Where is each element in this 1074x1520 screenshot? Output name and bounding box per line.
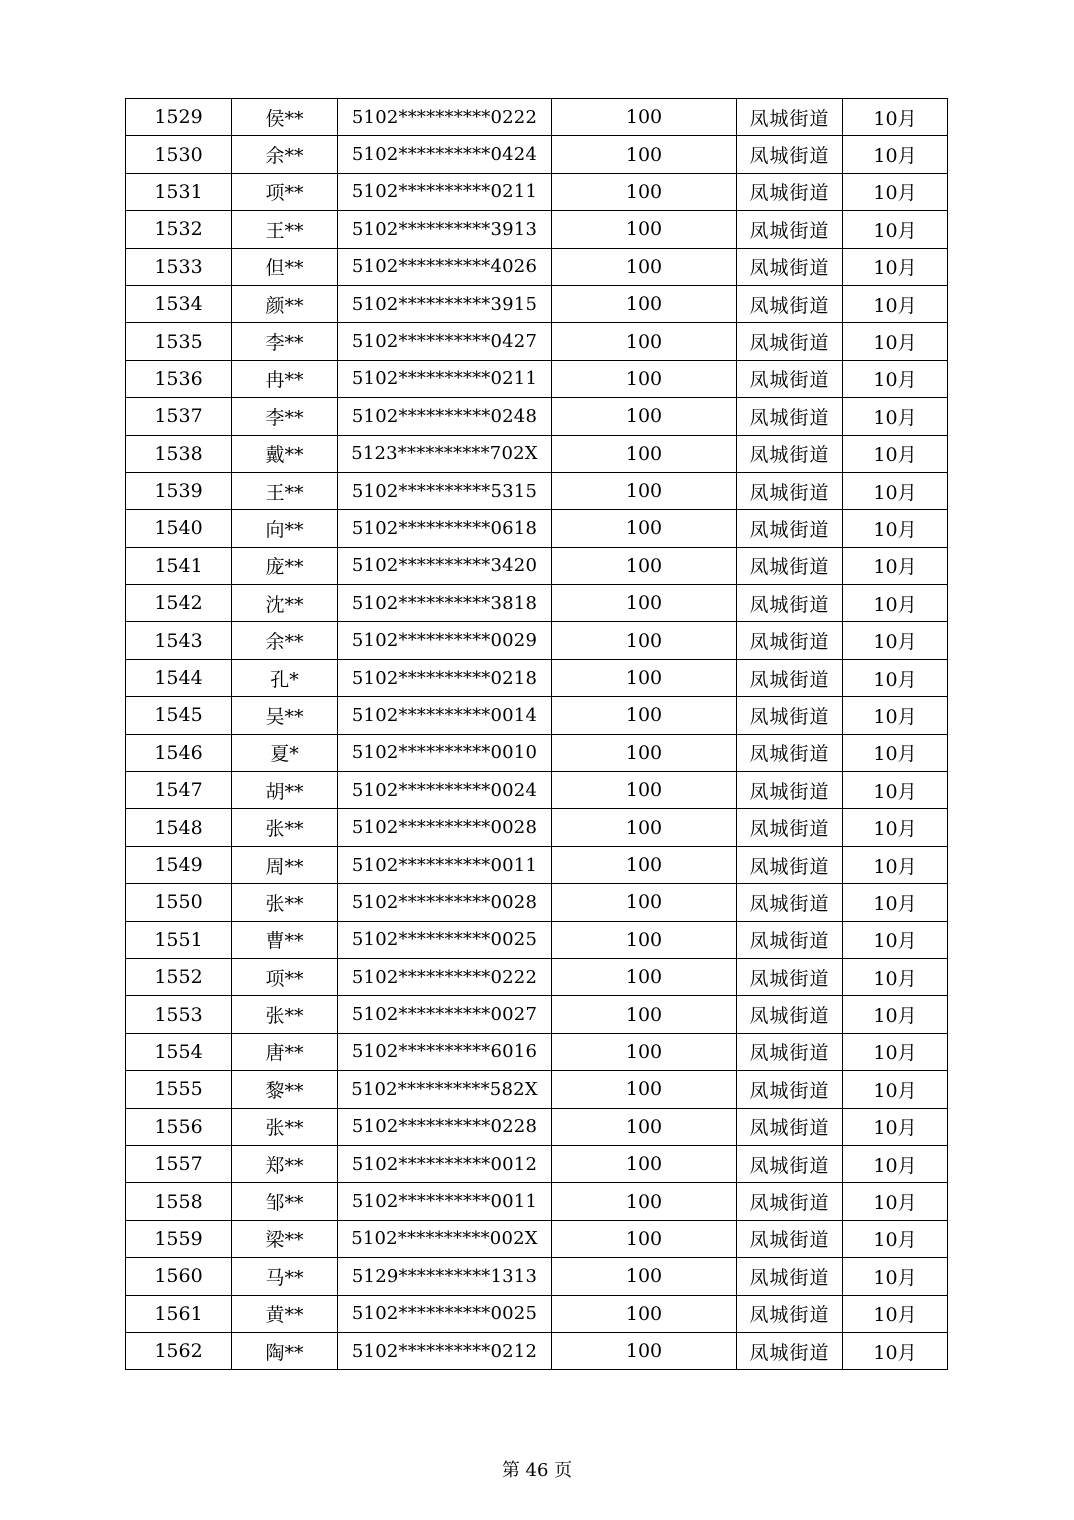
page-number: 第 46 页 — [501, 1460, 573, 1481]
serial-cell: 1540 — [126, 510, 232, 547]
amount-cell: 100 — [552, 1108, 737, 1145]
id-number-cell: 5102**********0028 — [338, 809, 552, 846]
street-cell: 凤城街道 — [737, 1332, 843, 1369]
amount-cell: 100 — [552, 323, 737, 360]
id-number-cell: 5102**********0427 — [338, 323, 552, 360]
month-cell: 10月 — [843, 884, 948, 921]
id-number-cell: 5102**********0222 — [338, 958, 552, 995]
amount-cell: 100 — [552, 1295, 737, 1332]
table-row — [126, 510, 948, 547]
name-cell: 唐** — [232, 1033, 338, 1070]
id-number-cell: 5102**********0222 — [338, 99, 552, 136]
street-cell: 凤城街道 — [737, 360, 843, 397]
serial-cell: 1550 — [126, 884, 232, 921]
month-cell: 10月 — [843, 1071, 948, 1108]
id-number-cell: 5102**********3913 — [338, 211, 552, 248]
month-cell: 10月 — [843, 921, 948, 958]
amount-cell: 100 — [552, 1258, 737, 1295]
serial-cell: 1529 — [126, 99, 232, 136]
table-row — [126, 211, 948, 248]
month-cell: 10月 — [843, 323, 948, 360]
id-number-cell: 5102**********0025 — [338, 1295, 552, 1332]
name-cell: 张** — [232, 809, 338, 846]
name-cell: 李** — [232, 323, 338, 360]
street-cell: 凤城街道 — [737, 772, 843, 809]
month-cell: 10月 — [843, 1033, 948, 1070]
table-row — [126, 1033, 948, 1070]
month-cell: 10月 — [843, 585, 948, 622]
amount-cell: 100 — [552, 622, 737, 659]
street-cell: 凤城街道 — [737, 884, 843, 921]
table-row — [126, 547, 948, 584]
name-cell: 吴** — [232, 697, 338, 734]
table-row — [126, 884, 948, 921]
serial-cell: 1544 — [126, 659, 232, 696]
serial-cell: 1549 — [126, 846, 232, 883]
name-cell: 梁** — [232, 1220, 338, 1257]
table-row — [126, 585, 948, 622]
serial-cell: 1541 — [126, 547, 232, 584]
street-cell: 凤城街道 — [737, 585, 843, 622]
table-row — [126, 1258, 948, 1295]
serial-cell: 1532 — [126, 211, 232, 248]
name-cell: 沈** — [232, 585, 338, 622]
amount-cell: 100 — [552, 99, 737, 136]
amount-cell: 100 — [552, 398, 737, 435]
table-row — [126, 1145, 948, 1182]
id-number-cell: 5102**********3915 — [338, 285, 552, 322]
name-cell: 夏* — [232, 734, 338, 771]
street-cell: 凤城街道 — [737, 211, 843, 248]
table-row — [126, 435, 948, 472]
serial-cell: 1552 — [126, 958, 232, 995]
table-row — [126, 285, 948, 322]
table-body — [126, 99, 948, 1370]
month-cell: 10月 — [843, 248, 948, 285]
amount-cell: 100 — [552, 547, 737, 584]
serial-cell: 1556 — [126, 1108, 232, 1145]
table-row — [126, 622, 948, 659]
id-number-cell: 5102**********0618 — [338, 510, 552, 547]
serial-cell: 1535 — [126, 323, 232, 360]
amount-cell: 100 — [552, 360, 737, 397]
amount-cell: 100 — [552, 734, 737, 771]
id-number-cell: 5102**********0218 — [338, 659, 552, 696]
table-row — [126, 472, 948, 509]
table-row — [126, 846, 948, 883]
amount-cell: 100 — [552, 772, 737, 809]
name-cell: 张** — [232, 996, 338, 1033]
amount-cell: 100 — [552, 1033, 737, 1070]
name-cell: 周** — [232, 846, 338, 883]
serial-cell: 1553 — [126, 996, 232, 1033]
table-row — [126, 1071, 948, 1108]
id-number-cell: 5102**********0011 — [338, 846, 552, 883]
street-cell: 凤城街道 — [737, 1071, 843, 1108]
month-cell: 10月 — [843, 697, 948, 734]
serial-cell: 1537 — [126, 398, 232, 435]
name-cell: 黎** — [232, 1071, 338, 1108]
street-cell: 凤城街道 — [737, 996, 843, 1033]
street-cell: 凤城街道 — [737, 285, 843, 322]
month-cell: 10月 — [843, 958, 948, 995]
id-number-cell: 5123**********702X — [338, 435, 552, 472]
table-row — [126, 809, 948, 846]
month-cell: 10月 — [843, 1220, 948, 1257]
name-cell: 陶** — [232, 1332, 338, 1369]
id-number-cell: 5102**********0014 — [338, 697, 552, 734]
id-number-cell: 5102**********0027 — [338, 996, 552, 1033]
name-cell: 黄** — [232, 1295, 338, 1332]
street-cell: 凤城街道 — [737, 323, 843, 360]
name-cell: 马** — [232, 1258, 338, 1295]
id-number-cell: 5102**********3420 — [338, 547, 552, 584]
id-number-cell: 5102**********582X — [338, 1071, 552, 1108]
id-number-cell: 5102**********0012 — [338, 1145, 552, 1182]
month-cell: 10月 — [843, 1258, 948, 1295]
serial-cell: 1560 — [126, 1258, 232, 1295]
id-number-cell: 5102**********4026 — [338, 248, 552, 285]
table-row — [126, 921, 948, 958]
street-cell: 凤城街道 — [737, 398, 843, 435]
amount-cell: 100 — [552, 173, 737, 210]
month-cell: 10月 — [843, 435, 948, 472]
amount-cell: 100 — [552, 1071, 737, 1108]
amount-cell: 100 — [552, 472, 737, 509]
amount-cell: 100 — [552, 1220, 737, 1257]
serial-cell: 1547 — [126, 772, 232, 809]
table-row — [126, 1332, 948, 1369]
id-number-cell: 5102**********0228 — [338, 1108, 552, 1145]
id-number-cell: 5102**********0029 — [338, 622, 552, 659]
street-cell: 凤城街道 — [737, 1108, 843, 1145]
amount-cell: 100 — [552, 1332, 737, 1369]
name-cell: 张** — [232, 1108, 338, 1145]
street-cell: 凤城街道 — [737, 846, 843, 883]
month-cell: 10月 — [843, 1145, 948, 1182]
name-cell: 王** — [232, 211, 338, 248]
table-row — [126, 996, 948, 1033]
serial-cell: 1545 — [126, 697, 232, 734]
serial-cell: 1530 — [126, 136, 232, 173]
street-cell: 凤城街道 — [737, 659, 843, 696]
amount-cell: 100 — [552, 996, 737, 1033]
name-cell: 余** — [232, 622, 338, 659]
street-cell: 凤城街道 — [737, 435, 843, 472]
month-cell: 10月 — [843, 547, 948, 584]
amount-cell: 100 — [552, 211, 737, 248]
amount-cell: 100 — [552, 659, 737, 696]
amount-cell: 100 — [552, 136, 737, 173]
name-cell: 戴** — [232, 435, 338, 472]
id-number-cell: 5102**********0011 — [338, 1183, 552, 1220]
serial-cell: 1562 — [126, 1332, 232, 1369]
serial-cell: 1538 — [126, 435, 232, 472]
month-cell: 10月 — [843, 211, 948, 248]
month-cell: 10月 — [843, 510, 948, 547]
id-number-cell: 5102**********0211 — [338, 360, 552, 397]
name-cell: 颜** — [232, 285, 338, 322]
serial-cell: 1557 — [126, 1145, 232, 1182]
name-cell: 邹** — [232, 1183, 338, 1220]
name-cell: 项** — [232, 173, 338, 210]
id-number-cell: 5102**********0212 — [338, 1332, 552, 1369]
amount-cell: 100 — [552, 285, 737, 322]
serial-cell: 1558 — [126, 1183, 232, 1220]
table-row — [126, 99, 948, 136]
data-table — [125, 98, 948, 1370]
street-cell: 凤城街道 — [737, 958, 843, 995]
id-number-cell: 5102**********0025 — [338, 921, 552, 958]
street-cell: 凤城街道 — [737, 1258, 843, 1295]
month-cell: 10月 — [843, 622, 948, 659]
month-cell: 10月 — [843, 659, 948, 696]
table-row — [126, 248, 948, 285]
month-cell: 10月 — [843, 846, 948, 883]
serial-cell: 1533 — [126, 248, 232, 285]
street-cell: 凤城街道 — [737, 1033, 843, 1070]
amount-cell: 100 — [552, 435, 737, 472]
street-cell: 凤城街道 — [737, 1220, 843, 1257]
street-cell: 凤城街道 — [737, 622, 843, 659]
name-cell: 冉** — [232, 360, 338, 397]
table-row — [126, 173, 948, 210]
name-cell: 王** — [232, 472, 338, 509]
month-cell: 10月 — [843, 360, 948, 397]
table-row — [126, 398, 948, 435]
street-cell: 凤城街道 — [737, 99, 843, 136]
serial-cell: 1559 — [126, 1220, 232, 1257]
serial-cell: 1554 — [126, 1033, 232, 1070]
table-row — [126, 958, 948, 995]
serial-cell: 1551 — [126, 921, 232, 958]
street-cell: 凤城街道 — [737, 510, 843, 547]
month-cell: 10月 — [843, 472, 948, 509]
street-cell: 凤城街道 — [737, 734, 843, 771]
id-number-cell: 5102**********3818 — [338, 585, 552, 622]
street-cell: 凤城街道 — [737, 1295, 843, 1332]
serial-cell: 1555 — [126, 1071, 232, 1108]
street-cell: 凤城街道 — [737, 173, 843, 210]
street-cell: 凤城街道 — [737, 1145, 843, 1182]
street-cell: 凤城街道 — [737, 697, 843, 734]
month-cell: 10月 — [843, 809, 948, 846]
id-number-cell: 5102**********0211 — [338, 173, 552, 210]
amount-cell: 100 — [552, 248, 737, 285]
month-cell: 10月 — [843, 99, 948, 136]
table-row — [126, 772, 948, 809]
id-number-cell: 5102**********5315 — [338, 472, 552, 509]
amount-cell: 100 — [552, 585, 737, 622]
street-cell: 凤城街道 — [737, 136, 843, 173]
table-row — [126, 734, 948, 771]
month-cell: 10月 — [843, 285, 948, 322]
street-cell: 凤城街道 — [737, 248, 843, 285]
id-number-cell: 5102**********0424 — [338, 136, 552, 173]
month-cell: 10月 — [843, 1332, 948, 1369]
table-row — [126, 1108, 948, 1145]
name-cell: 向** — [232, 510, 338, 547]
month-cell: 10月 — [843, 1295, 948, 1332]
month-cell: 10月 — [843, 1183, 948, 1220]
id-number-cell: 5102**********0024 — [338, 772, 552, 809]
name-cell: 郑** — [232, 1145, 338, 1182]
amount-cell: 100 — [552, 958, 737, 995]
table-row — [126, 659, 948, 696]
name-cell: 孔* — [232, 659, 338, 696]
amount-cell: 100 — [552, 510, 737, 547]
name-cell: 项** — [232, 958, 338, 995]
id-number-cell: 5102**********0248 — [338, 398, 552, 435]
month-cell: 10月 — [843, 136, 948, 173]
table-row — [126, 323, 948, 360]
amount-cell: 100 — [552, 884, 737, 921]
amount-cell: 100 — [552, 697, 737, 734]
amount-cell: 100 — [552, 1145, 737, 1182]
month-cell: 10月 — [843, 734, 948, 771]
table-row — [126, 1295, 948, 1332]
street-cell: 凤城街道 — [737, 1183, 843, 1220]
street-cell: 凤城街道 — [737, 921, 843, 958]
serial-cell: 1543 — [126, 622, 232, 659]
month-cell: 10月 — [843, 996, 948, 1033]
name-cell: 张** — [232, 884, 338, 921]
serial-cell: 1534 — [126, 285, 232, 322]
street-cell: 凤城街道 — [737, 547, 843, 584]
amount-cell: 100 — [552, 921, 737, 958]
amount-cell: 100 — [552, 1183, 737, 1220]
street-cell: 凤城街道 — [737, 809, 843, 846]
month-cell: 10月 — [843, 173, 948, 210]
serial-cell: 1536 — [126, 360, 232, 397]
amount-cell: 100 — [552, 846, 737, 883]
id-number-cell: 5102**********0010 — [338, 734, 552, 771]
serial-cell: 1546 — [126, 734, 232, 771]
name-cell: 胡** — [232, 772, 338, 809]
table-row — [126, 136, 948, 173]
table-row — [126, 697, 948, 734]
serial-cell: 1548 — [126, 809, 232, 846]
serial-cell: 1539 — [126, 472, 232, 509]
id-number-cell: 5102**********6016 — [338, 1033, 552, 1070]
table-row — [126, 1183, 948, 1220]
name-cell: 侯** — [232, 99, 338, 136]
amount-cell: 100 — [552, 809, 737, 846]
id-number-cell: 5102**********0028 — [338, 884, 552, 921]
id-number-cell: 5129**********1313 — [338, 1258, 552, 1295]
street-cell: 凤城街道 — [737, 472, 843, 509]
name-cell: 李** — [232, 398, 338, 435]
name-cell: 余** — [232, 136, 338, 173]
month-cell: 10月 — [843, 772, 948, 809]
name-cell: 庞** — [232, 547, 338, 584]
table-row — [126, 360, 948, 397]
serial-cell: 1542 — [126, 585, 232, 622]
month-cell: 10月 — [843, 398, 948, 435]
month-cell: 10月 — [843, 1108, 948, 1145]
serial-cell: 1531 — [126, 173, 232, 210]
name-cell: 曹** — [232, 921, 338, 958]
serial-cell: 1561 — [126, 1295, 232, 1332]
table-row — [126, 1220, 948, 1257]
name-cell: 但** — [232, 248, 338, 285]
id-number-cell: 5102**********002X — [338, 1220, 552, 1257]
